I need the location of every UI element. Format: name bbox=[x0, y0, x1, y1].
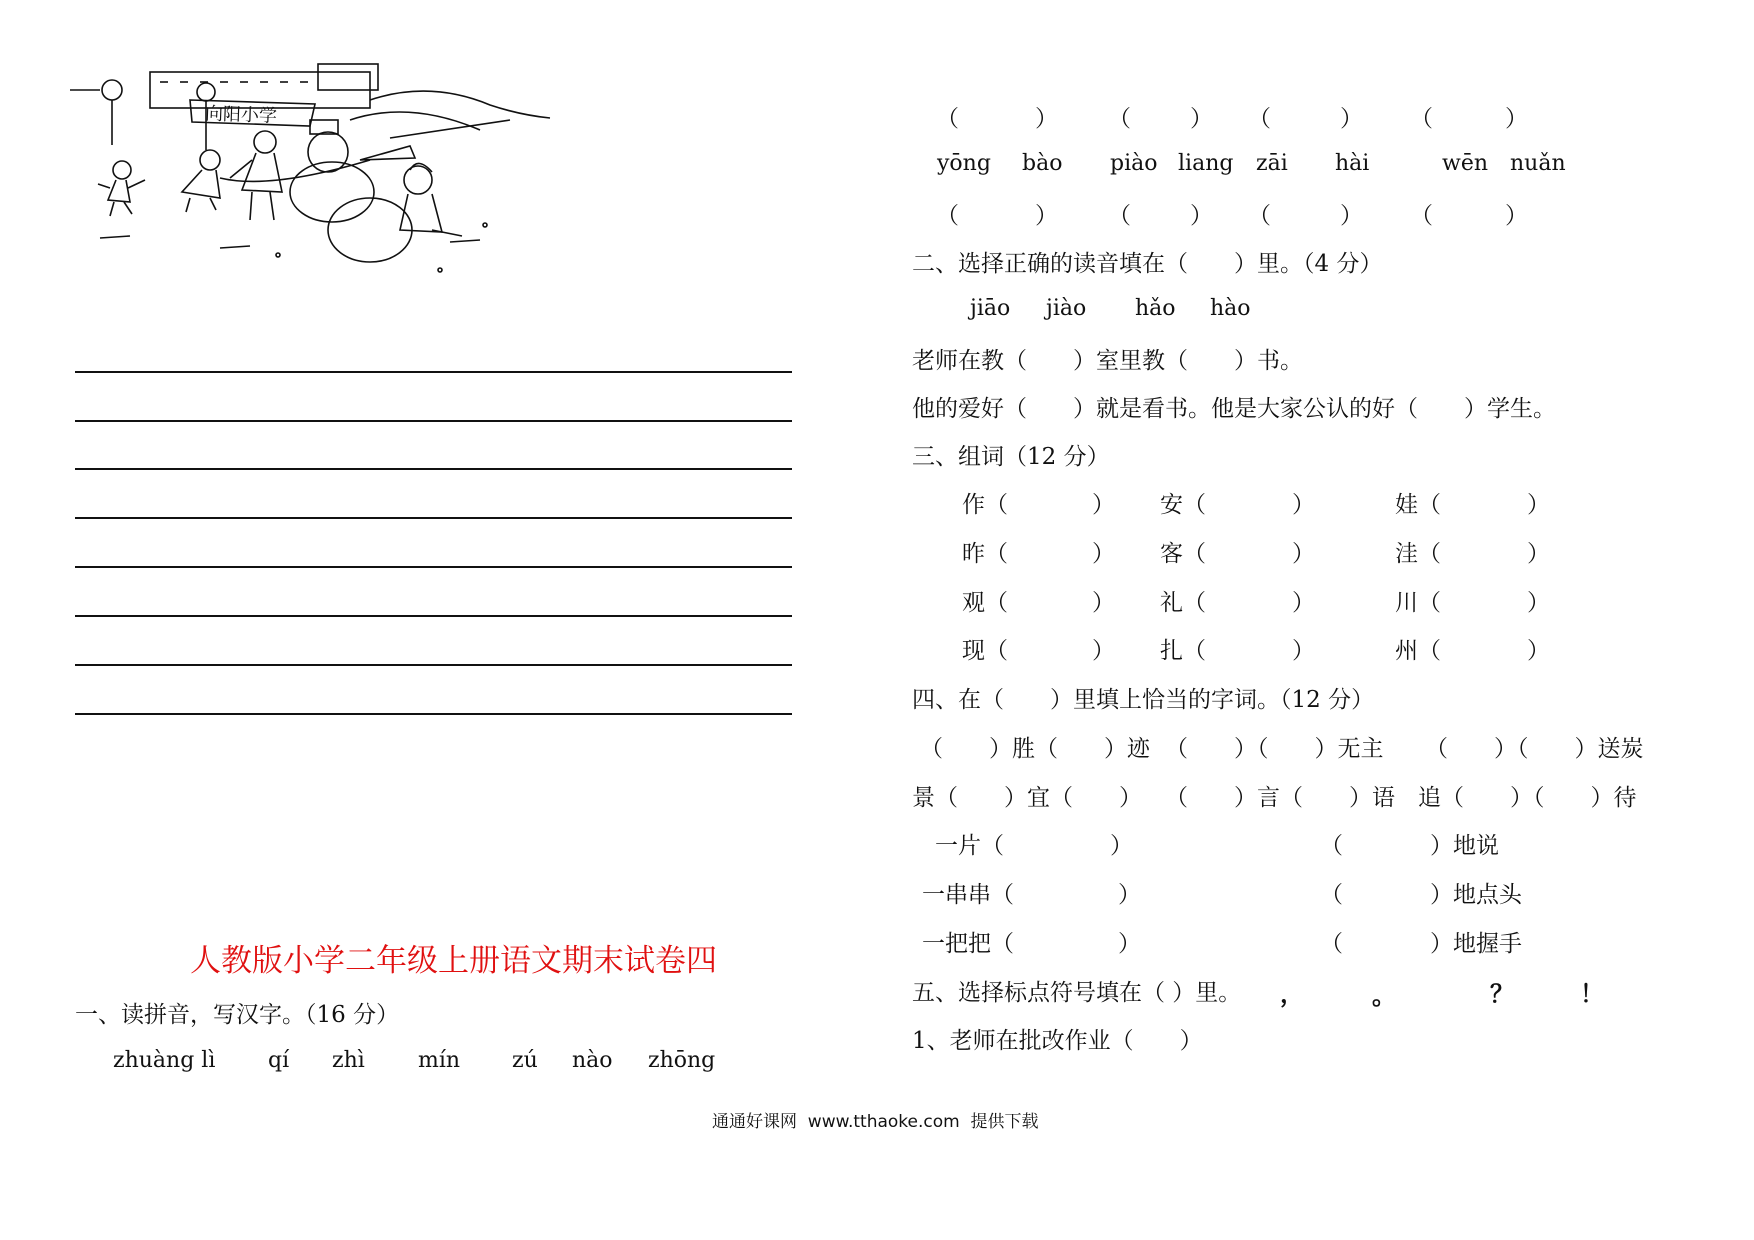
pinyin-jiao4: jiào bbox=[1046, 296, 1087, 321]
word-item: 客（ bbox=[1160, 541, 1206, 567]
phrase-bracket-close: ） bbox=[1110, 833, 1133, 859]
section5-heading: 五、选择标点符号填在（ ）里。 bbox=[912, 980, 1242, 1006]
pinyin-zai: zāi bbox=[1256, 151, 1288, 176]
answer-bracket-open: （ bbox=[936, 203, 959, 229]
answer-bracket-open: （ bbox=[936, 106, 959, 132]
pinyin-wen: wēn bbox=[1442, 151, 1489, 176]
answer-bracket-open: （ bbox=[1410, 203, 1433, 229]
pinyin-hao3: hǎo bbox=[1135, 296, 1176, 321]
answer-bracket-close: ） bbox=[1035, 203, 1058, 229]
answer-bracket-open: （ bbox=[1248, 203, 1271, 229]
word-bracket-close: ） bbox=[1527, 638, 1550, 664]
idiom-item: 追（ ）（ ）待 bbox=[1418, 785, 1637, 811]
phrase-bracket-open: （ bbox=[1320, 833, 1343, 859]
word-bracket-close: ） bbox=[1092, 638, 1115, 664]
pinyin-zhuangli: zhuàng lì bbox=[113, 1048, 216, 1073]
phrase-right: ）地说 bbox=[1430, 833, 1499, 859]
word-item: 礼（ bbox=[1160, 590, 1206, 616]
pinyin-piao: piào bbox=[1110, 151, 1158, 176]
idiom-item: （ ）（ ）送炭 bbox=[1425, 736, 1644, 762]
phrase-right: ）地点头 bbox=[1430, 882, 1522, 908]
answer-bracket-close: ） bbox=[1505, 203, 1528, 229]
punct-period: 。 bbox=[1372, 982, 1396, 1010]
word-bracket-close: ） bbox=[1527, 541, 1550, 567]
phrase-left: 一把把（ bbox=[922, 931, 1014, 957]
exam-title: 人教版小学二年级上册语文期末试卷四 bbox=[190, 943, 717, 979]
section1-heading: 一、读拼音，写汉字。（16 分） bbox=[75, 1002, 400, 1028]
answer-bracket-open: （ bbox=[1108, 106, 1131, 132]
writing-line bbox=[75, 517, 792, 519]
word-item: 昨（ bbox=[962, 541, 1008, 567]
writing-line bbox=[75, 468, 792, 470]
pinyin-liang: liang bbox=[1178, 151, 1234, 176]
answer-bracket-close: ） bbox=[1035, 106, 1058, 132]
word-item: 娃（ bbox=[1395, 492, 1441, 518]
answer-bracket-close: ） bbox=[1340, 106, 1363, 132]
word-bracket-close: ） bbox=[1527, 492, 1550, 518]
pinyin-zhi: zhì bbox=[332, 1048, 365, 1073]
word-item: 洼（ bbox=[1395, 541, 1441, 567]
idiom-item: 景（ ）宜（ ） bbox=[912, 785, 1142, 811]
idiom-item: （ ）言（ ）语 bbox=[1165, 785, 1395, 811]
word-item: 扎（ bbox=[1160, 638, 1206, 664]
pinyin-nao: nào bbox=[572, 1048, 613, 1073]
phrase-bracket-close: ） bbox=[1118, 931, 1141, 957]
pinyin-qi: qí bbox=[268, 1048, 290, 1073]
section4-heading: 四、在（ ）里填上恰当的字词。（12 分） bbox=[912, 687, 1375, 713]
pinyin-jiao1: jiāo bbox=[970, 296, 1011, 321]
pinyin-yong: yōng bbox=[937, 151, 991, 176]
phrase-bracket-close: ） bbox=[1118, 882, 1141, 908]
word-item: 安（ bbox=[1160, 492, 1206, 518]
word-bracket-close: ） bbox=[1292, 590, 1315, 616]
writing-line bbox=[75, 664, 792, 666]
writing-line bbox=[75, 371, 792, 373]
phrase-bracket-open: （ bbox=[1320, 931, 1343, 957]
writing-line bbox=[75, 566, 792, 568]
answer-bracket-open: （ bbox=[1410, 106, 1433, 132]
answer-bracket-open: （ bbox=[1108, 203, 1131, 229]
pinyin-min: mín bbox=[418, 1048, 461, 1073]
word-bracket-close: ） bbox=[1092, 492, 1115, 518]
phrase-left: 一串串（ bbox=[922, 882, 1014, 908]
word-item: 观（ bbox=[962, 590, 1008, 616]
word-item: 川（ bbox=[1395, 590, 1441, 616]
writing-line bbox=[75, 615, 792, 617]
pinyin-zhong: zhōng bbox=[648, 1048, 716, 1073]
page-footer: 通通好课网 www.tthaoke.com 提供下载 bbox=[712, 1112, 1039, 1132]
pinyin-hai: hài bbox=[1335, 151, 1370, 176]
school-sign-text: 向阳小学 bbox=[204, 103, 278, 127]
phrase-right: ）地握手 bbox=[1430, 931, 1522, 957]
answer-bracket-close: ） bbox=[1340, 203, 1363, 229]
section3-heading: 三、组词（12 分） bbox=[912, 444, 1110, 470]
section2-heading: 二、选择正确的读音填在（ ）里。（4 分） bbox=[912, 251, 1383, 277]
answer-bracket-open: （ bbox=[1248, 106, 1271, 132]
word-item: 作（ bbox=[962, 492, 1008, 518]
pinyin-zu: zú bbox=[512, 1048, 538, 1073]
phrase-bracket-open: （ bbox=[1320, 882, 1343, 908]
pinyin-hao4: hào bbox=[1210, 296, 1251, 321]
snowman-illustration bbox=[70, 60, 570, 320]
pinyin-bao: bào bbox=[1022, 151, 1063, 176]
word-bracket-close: ） bbox=[1092, 590, 1115, 616]
word-bracket-close: ） bbox=[1092, 541, 1115, 567]
pinyin-nuan: nuǎn bbox=[1510, 151, 1566, 176]
punct-exclaim: ！ bbox=[1580, 980, 1604, 1008]
section2-line1: 老师在教（ ）室里教（ ）书。 bbox=[912, 348, 1303, 374]
writing-line bbox=[75, 420, 792, 422]
idiom-item: （ ）（ ）无主 bbox=[1165, 736, 1384, 762]
answer-bracket-close: ） bbox=[1190, 106, 1213, 132]
word-bracket-close: ） bbox=[1292, 492, 1315, 518]
word-bracket-close: ） bbox=[1292, 541, 1315, 567]
answer-bracket-close: ） bbox=[1190, 203, 1213, 229]
section5-question1: 1、老师在批改作业（ ） bbox=[912, 1028, 1203, 1054]
answer-bracket-close: ） bbox=[1505, 106, 1528, 132]
phrase-left: 一片（ bbox=[935, 833, 1004, 859]
section2-line2: 他的爱好（ ）就是看书。他是大家公认的好（ ）学生。 bbox=[912, 396, 1556, 422]
writing-line bbox=[75, 713, 792, 715]
idiom-item: （ ）胜（ ）迹 bbox=[920, 736, 1150, 762]
punct-comma: ， bbox=[1280, 980, 1304, 1008]
word-bracket-close: ） bbox=[1527, 590, 1550, 616]
word-item: 州（ bbox=[1395, 638, 1441, 664]
punct-question: ？ bbox=[1490, 980, 1514, 1008]
word-item: 现（ bbox=[962, 638, 1008, 664]
word-bracket-close: ） bbox=[1292, 638, 1315, 664]
